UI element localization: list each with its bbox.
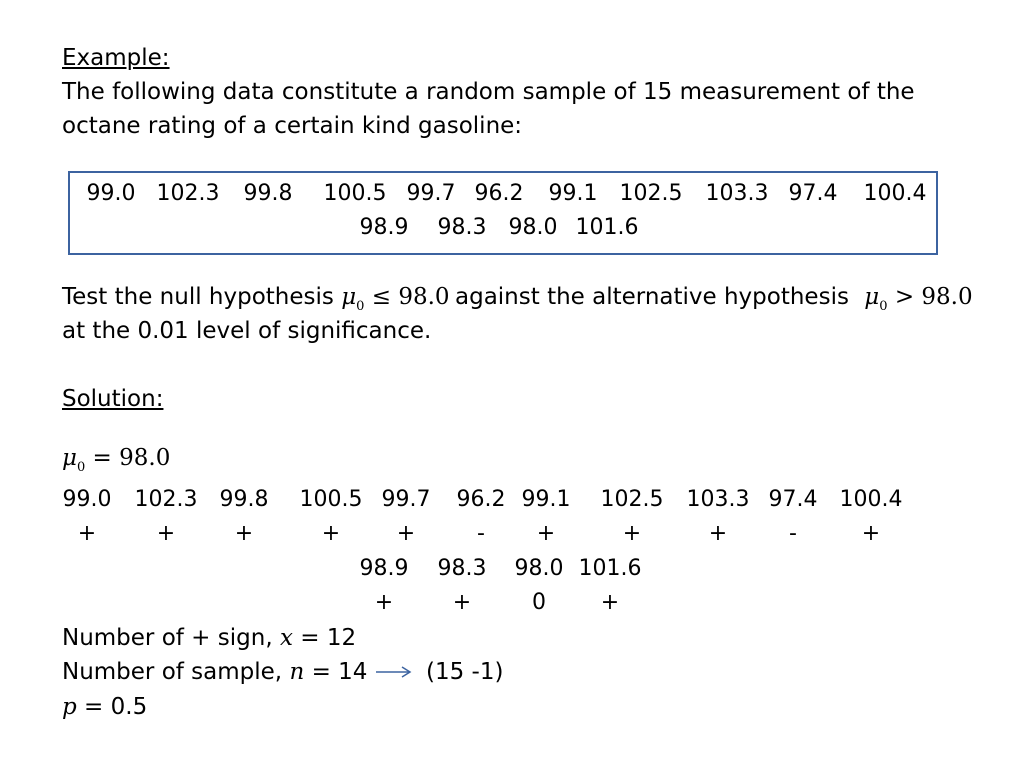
sign-mark: + bbox=[708, 521, 728, 546]
p-line bbox=[62, 693, 147, 721]
hypothesis-prefix: Test the null hypothesis bbox=[62, 284, 334, 310]
sign-mark: + bbox=[536, 521, 556, 546]
solution-data-value: 99.8 bbox=[219, 487, 269, 512]
solution-data-value: 97.4 bbox=[768, 487, 818, 512]
sign-mark: + bbox=[452, 590, 472, 615]
data-box bbox=[68, 171, 938, 255]
alt-hypothesis-mu: μ bbox=[864, 284, 880, 310]
hypothesis-line bbox=[62, 283, 450, 321]
sign-mark: - bbox=[477, 521, 485, 546]
n-variable: n bbox=[289, 659, 305, 685]
solution-data-value: 100.4 bbox=[839, 487, 903, 512]
example-text-line-1: The following data constitute a random sample of 15 measurement of the bbox=[62, 79, 915, 105]
null-hypothesis-relation: ≤ 98.0 bbox=[371, 284, 450, 310]
box-data-value: 98.0 bbox=[508, 215, 558, 240]
alternative-line bbox=[455, 283, 973, 321]
example-heading: Example: bbox=[62, 45, 170, 71]
box-data-value: 99.1 bbox=[548, 181, 598, 206]
null-hypothesis-mu: μ bbox=[341, 284, 357, 310]
example-text-line-2: octane rating of a certain kind gasoline: bbox=[62, 113, 523, 139]
sign-mark: + bbox=[622, 521, 642, 546]
sign-mark: + bbox=[77, 521, 97, 546]
arrow-right-icon bbox=[375, 664, 413, 680]
significance-line: at the 0.01 level of significance. bbox=[62, 318, 432, 344]
sign-mark: + bbox=[156, 521, 176, 546]
sign-mark: + bbox=[321, 521, 341, 546]
solution-data-value: 98.0 bbox=[514, 556, 564, 581]
sign-mark: + bbox=[861, 521, 881, 546]
alt-hypothesis-subscript: 0 bbox=[879, 299, 888, 314]
mu-equation bbox=[62, 444, 170, 482]
box-data-value: 98.3 bbox=[437, 215, 487, 240]
box-data-value: 99.8 bbox=[243, 181, 293, 206]
solution-data-value: 99.0 bbox=[62, 487, 112, 512]
p-variable: p bbox=[62, 694, 77, 720]
alternative-text: against the alternative hypothesis bbox=[455, 284, 849, 310]
solution-data-value: 98.9 bbox=[359, 556, 409, 581]
sample-count-line bbox=[62, 658, 367, 686]
sign-mark: 0 bbox=[532, 590, 546, 615]
solution-data-value: 98.3 bbox=[437, 556, 487, 581]
solution-data-value: 100.5 bbox=[299, 487, 363, 512]
alt-hypothesis-relation: > 98.0 bbox=[894, 284, 973, 310]
box-data-value: 97.4 bbox=[788, 181, 838, 206]
solution-data-value: 102.3 bbox=[134, 487, 198, 512]
mu-symbol: μ bbox=[62, 445, 77, 471]
box-data-value: 101.6 bbox=[575, 215, 639, 240]
solution-data-value: 99.1 bbox=[521, 487, 571, 512]
solution-data-value: 103.3 bbox=[686, 487, 750, 512]
box-data-value: 100.5 bbox=[323, 181, 387, 206]
solution-data-value: 101.6 bbox=[578, 556, 642, 581]
null-hypothesis-subscript: 0 bbox=[356, 299, 365, 314]
x-variable: x bbox=[279, 625, 293, 651]
mu-subscript: 0 bbox=[76, 460, 86, 475]
box-data-value: 100.4 bbox=[863, 181, 927, 206]
sign-mark: + bbox=[374, 590, 394, 615]
box-data-value: 96.2 bbox=[474, 181, 524, 206]
sign-mark: + bbox=[396, 521, 416, 546]
p-value: = 0.5 bbox=[84, 694, 148, 720]
x-value: = 12 bbox=[300, 625, 357, 651]
solution-heading: Solution: bbox=[62, 386, 164, 412]
n-value: = 14 bbox=[311, 659, 368, 685]
box-data-value: 99.7 bbox=[406, 181, 456, 206]
box-data-value: 103.3 bbox=[705, 181, 769, 206]
plus-count-label: Number of + sign, bbox=[62, 625, 273, 651]
box-data-value: 102.5 bbox=[619, 181, 683, 206]
sample-note: (15 -1) bbox=[426, 659, 504, 685]
solution-data-value: 99.7 bbox=[381, 487, 431, 512]
sign-mark: + bbox=[600, 590, 620, 615]
box-data-value: 99.0 bbox=[86, 181, 136, 206]
solution-data-value: 96.2 bbox=[456, 487, 506, 512]
plus-count-line bbox=[62, 624, 356, 652]
sign-mark: + bbox=[234, 521, 254, 546]
sign-mark: - bbox=[789, 521, 797, 546]
sample-count-label: Number of sample, bbox=[62, 659, 283, 685]
mu-value: = 98.0 bbox=[92, 445, 171, 471]
box-data-value: 98.9 bbox=[359, 215, 409, 240]
box-data-value: 102.3 bbox=[156, 181, 220, 206]
solution-data-value: 102.5 bbox=[600, 487, 664, 512]
